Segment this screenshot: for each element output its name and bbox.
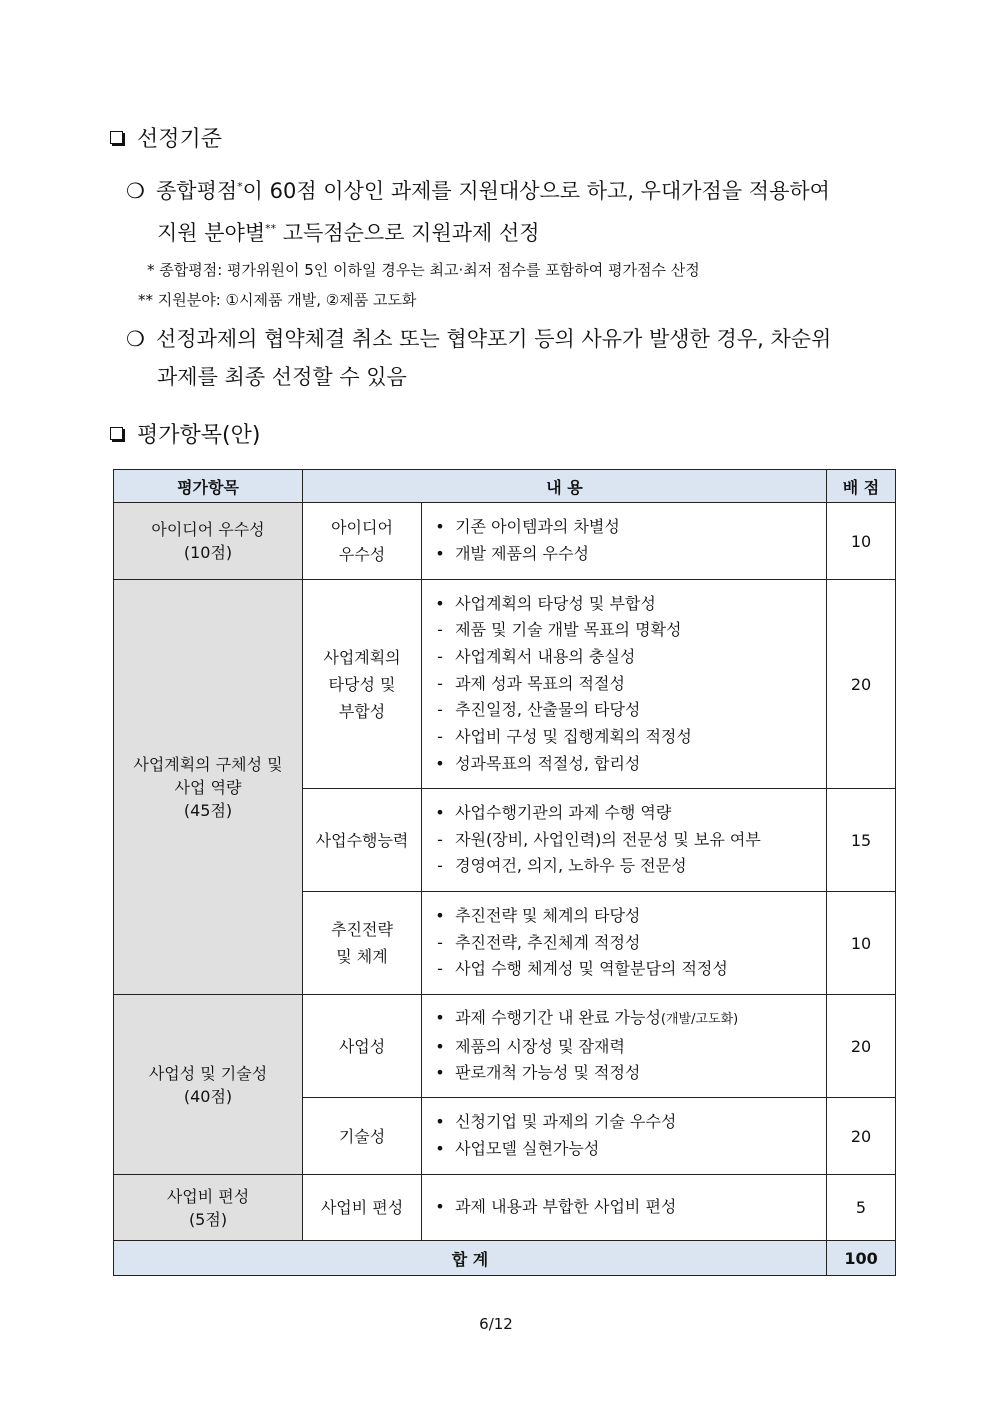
table-row (114, 503, 896, 580)
content-tech: • 신청기업 및 과제의 기술 우수성 • 사업모델 실현가능성 (422, 1098, 827, 1175)
header-item: 평가항목 (114, 470, 303, 503)
square-bullet-icon (110, 131, 123, 144)
evaluation-table (113, 469, 896, 1276)
paragraph-next-rank: ❍ 선정과제의 협약체결 취소 또는 협약포기 등의 사유가 발생한 경우, 차순위 과제를 최종 선정할 수 있음 (126, 320, 901, 396)
table-row (114, 995, 896, 1098)
score-validity: 20 (827, 580, 896, 789)
subitem-tech: 기술성 (303, 1098, 422, 1175)
subitem-validity: 사업계획의 타당성 및 부합성 (303, 580, 422, 789)
header-content: 내 용 (303, 470, 827, 503)
content-biz: • 과제 수행기간 내 완료 가능성(개발/고도화) • 제품의 시장성 및 잠재력 • 판로개척 가능성 및 적정성 (422, 995, 827, 1098)
subitem-capability: 사업수행능력 (303, 789, 422, 892)
content-budget: • 과제 내용과 부합한 사업비 편성 (422, 1175, 827, 1241)
content-strategy: • 추진전략 및 체계의 타당성 - 추진전략, 추진체계 적정성 - 사업 수행 체계성 및 역할분담의 적정성 (422, 892, 827, 995)
total-row (114, 1241, 896, 1276)
score-biz: 20 (827, 995, 896, 1098)
total-label: 합 계 (114, 1241, 827, 1276)
page-number: 6/12 (479, 1315, 513, 1333)
subitem-idea: 아이디어 우수성 (303, 503, 422, 580)
footnote-support-field: ** 지원분야: ①시제품 개발, ②제품 고도화 (138, 291, 417, 309)
subitem-budget: 사업비 편성 (303, 1175, 422, 1241)
circle-bullet-icon: ❍ (126, 327, 145, 351)
circle-bullet-icon: ❍ (126, 179, 145, 203)
score-strategy: 10 (827, 892, 896, 995)
section-heading-eval-items (110, 418, 260, 449)
header-score: 배 점 (827, 470, 896, 503)
category-plan: 사업계획의 구체성 및 사업 역량 (45점) (114, 580, 303, 995)
category-budget: 사업비 편성 (5점) (114, 1175, 303, 1241)
paragraph-selection-rule: ❍ 종합평점*이 60점 이상인 과제를 지원대상으로 하고, 우대가점을 적용하여 지원 분야별** 고득점순으로 지원과제 선정 (126, 168, 901, 252)
score-capability: 15 (827, 789, 896, 892)
category-business: 사업성 및 기술성 (40점) (114, 995, 303, 1175)
subitem-biz: 사업성 (303, 995, 422, 1098)
content-capability: • 사업수행기관의 과제 수행 역량 - 자원(장비, 사업인력)의 전문성 및 보유 여부 - 경영여건, 의지, 노하우 등 전문성 (422, 789, 827, 892)
total-score: 100 (827, 1241, 896, 1276)
subitem-strategy: 추진전략 및 체계 (303, 892, 422, 995)
section-title: 평가항목(안) (137, 423, 261, 448)
table-header-row (114, 470, 896, 503)
section-heading-criteria (110, 122, 222, 153)
section-title: 선정기준 (137, 127, 223, 152)
footnote-total-score: * 종합평점: 평가위원이 5인 이하일 경우는 최고·최저 점수를 포함하여 평가점수 산정 (147, 261, 700, 279)
content-validity: • 사업계획의 타당성 및 부합성 - 제품 및 기술 개발 목표의 명확성 - 사업계획서 내용의 충실성 - 과제 성과 목표의 적절성 - 추진일정, 산출물의 타당성 - 사업비 구성 및 집행계획의 적정성 • 성과목표의 적절성, 합리성 (422, 580, 827, 789)
content-idea: • 기존 아이템과의 차별성 • 개발 제품의 우수성 (422, 503, 827, 580)
score-idea: 10 (827, 503, 896, 580)
table-row (114, 580, 896, 789)
score-budget: 5 (827, 1175, 896, 1241)
table-row (114, 1175, 896, 1241)
score-tech: 20 (827, 1098, 896, 1175)
category-idea: 아이디어 우수성 (10점) (114, 503, 303, 580)
square-bullet-icon (110, 427, 123, 440)
